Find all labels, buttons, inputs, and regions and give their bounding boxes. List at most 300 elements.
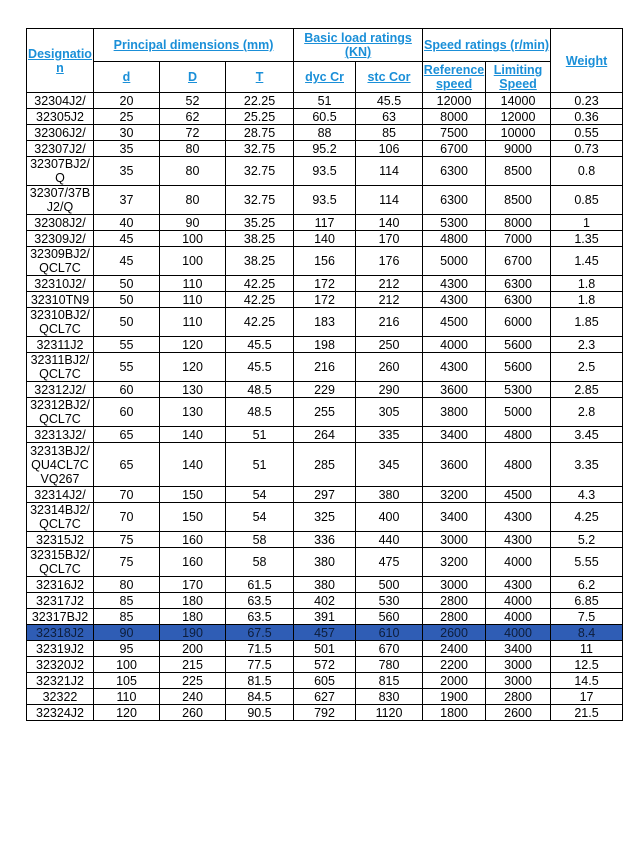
cell-dyc-cr: 457 (294, 625, 356, 641)
cell-T: 28.75 (226, 125, 294, 141)
cell-limiting-speed: 3400 (486, 641, 551, 657)
cell-T: 32.75 (226, 186, 294, 215)
cell-designation: 32320J2 (27, 657, 94, 673)
table-row (27, 503, 623, 532)
cell-weight: 2.5 (551, 353, 623, 382)
table-row (27, 443, 623, 487)
cell-stc-cor: 106 (356, 141, 423, 157)
table-row (27, 548, 623, 577)
header-T[interactable] (226, 62, 294, 93)
cell-d: 37 (94, 186, 160, 215)
cell-limiting-speed: 12000 (486, 109, 551, 125)
cell-weight: 0.73 (551, 141, 623, 157)
table-row (27, 657, 623, 673)
cell-designation: 32310J2/ (27, 276, 94, 292)
cell-D: 200 (160, 641, 226, 657)
table-row (27, 577, 623, 593)
cell-weight: 0.85 (551, 186, 623, 215)
cell-limiting-speed: 3000 (486, 657, 551, 673)
cell-limiting-speed: 5600 (486, 337, 551, 353)
table-row (27, 292, 623, 308)
table-row (27, 673, 623, 689)
cell-dyc-cr: 156 (294, 247, 356, 276)
cell-D: 90 (160, 215, 226, 231)
header-basic-load-ratings[interactable] (294, 29, 423, 62)
cell-D: 260 (160, 705, 226, 721)
cell-weight: 0.8 (551, 157, 623, 186)
cell-limiting-speed: 6300 (486, 292, 551, 308)
cell-weight: 12.5 (551, 657, 623, 673)
table-header (27, 29, 623, 93)
cell-d: 20 (94, 93, 160, 109)
cell-d: 90 (94, 625, 160, 641)
cell-reference-speed: 3400 (423, 503, 486, 532)
table-row (27, 398, 623, 427)
cell-T: 38.25 (226, 247, 294, 276)
cell-D: 180 (160, 609, 226, 625)
cell-stc-cor: 670 (356, 641, 423, 657)
cell-D: 100 (160, 231, 226, 247)
cell-dyc-cr: 792 (294, 705, 356, 721)
cell-D: 62 (160, 109, 226, 125)
cell-D: 120 (160, 337, 226, 353)
cell-d: 40 (94, 215, 160, 231)
cell-limiting-speed: 6300 (486, 276, 551, 292)
header-stc-cor[interactable] (356, 62, 423, 93)
header-limiting-speed[interactable] (486, 62, 551, 93)
table-row (27, 308, 623, 337)
cell-limiting-speed: 2600 (486, 705, 551, 721)
cell-stc-cor: 335 (356, 427, 423, 443)
table-row (27, 231, 623, 247)
header-speed-ratings-link[interactable]: Speed ratings (r/min) (424, 38, 550, 52)
cell-reference-speed: 3800 (423, 398, 486, 427)
cell-stc-cor: 63 (356, 109, 423, 125)
table-row (27, 705, 623, 721)
cell-D: 52 (160, 93, 226, 109)
cell-reference-speed: 1900 (423, 689, 486, 705)
bearing-spec-table (26, 28, 623, 721)
cell-D: 140 (160, 443, 226, 487)
cell-dyc-cr: 229 (294, 382, 356, 398)
cell-designation: 32312BJ2/QCL7C (27, 398, 94, 427)
table-row (27, 125, 623, 141)
cell-limiting-speed: 14000 (486, 93, 551, 109)
cell-stc-cor: 530 (356, 593, 423, 609)
cell-stc-cor: 440 (356, 532, 423, 548)
cell-stc-cor: 250 (356, 337, 423, 353)
cell-dyc-cr: 51 (294, 93, 356, 109)
cell-weight: 2.8 (551, 398, 623, 427)
cell-dyc-cr: 336 (294, 532, 356, 548)
cell-d: 100 (94, 657, 160, 673)
table-row (27, 593, 623, 609)
cell-designation: 32317J2 (27, 593, 94, 609)
cell-limiting-speed: 5000 (486, 398, 551, 427)
table-row (27, 427, 623, 443)
cell-reference-speed: 2800 (423, 609, 486, 625)
cell-designation: 32324J2 (27, 705, 94, 721)
cell-D: 225 (160, 673, 226, 689)
cell-dyc-cr: 93.5 (294, 157, 356, 186)
cell-dyc-cr: 93.5 (294, 186, 356, 215)
cell-D: 130 (160, 398, 226, 427)
cell-T: 54 (226, 487, 294, 503)
header-d[interactable] (94, 62, 160, 93)
cell-d: 60 (94, 382, 160, 398)
cell-d: 70 (94, 503, 160, 532)
cell-dyc-cr: 605 (294, 673, 356, 689)
cell-designation: 32319J2 (27, 641, 94, 657)
cell-designation: 32313J2/ (27, 427, 94, 443)
cell-reference-speed: 3000 (423, 532, 486, 548)
header-limiting-speed-link[interactable]: Limiting Speed (493, 63, 543, 91)
header-dyc-cr[interactable] (294, 62, 356, 93)
cell-D: 130 (160, 382, 226, 398)
header-designation[interactable] (27, 29, 94, 93)
cell-stc-cor: 140 (356, 215, 423, 231)
cell-designation: 32308J2/ (27, 215, 94, 231)
cell-T: 32.75 (226, 157, 294, 186)
bearing-spec-table-container (26, 28, 622, 721)
cell-designation: 32318J2 (27, 625, 94, 641)
cell-dyc-cr: 297 (294, 487, 356, 503)
header-basic-load-ratings-link[interactable]: Basic load ratings (KN) (304, 31, 412, 59)
cell-limiting-speed: 4800 (486, 427, 551, 443)
cell-stc-cor: 212 (356, 276, 423, 292)
cell-T: 63.5 (226, 609, 294, 625)
cell-reference-speed: 4800 (423, 231, 486, 247)
cell-weight: 4.3 (551, 487, 623, 503)
cell-dyc-cr: 117 (294, 215, 356, 231)
cell-T: 48.5 (226, 382, 294, 398)
cell-d: 85 (94, 593, 160, 609)
cell-designation: 32307BJ2/Q (27, 157, 94, 186)
cell-stc-cor: 500 (356, 577, 423, 593)
cell-T: 42.25 (226, 308, 294, 337)
cell-T: 42.25 (226, 276, 294, 292)
cell-reference-speed: 5000 (423, 247, 486, 276)
cell-T: 25.25 (226, 109, 294, 125)
cell-dyc-cr: 183 (294, 308, 356, 337)
cell-d: 30 (94, 125, 160, 141)
cell-D: 170 (160, 577, 226, 593)
cell-D: 240 (160, 689, 226, 705)
cell-T: 81.5 (226, 673, 294, 689)
table-row (27, 337, 623, 353)
cell-D: 120 (160, 353, 226, 382)
cell-d: 35 (94, 157, 160, 186)
cell-D: 80 (160, 186, 226, 215)
cell-designation: 32321J2 (27, 673, 94, 689)
header-T-link[interactable]: T (255, 70, 264, 84)
table-body (27, 93, 623, 721)
cell-limiting-speed: 4000 (486, 609, 551, 625)
cell-weight: 8.4 (551, 625, 623, 641)
cell-stc-cor: 345 (356, 443, 423, 487)
cell-D: 110 (160, 276, 226, 292)
cell-limiting-speed: 4500 (486, 487, 551, 503)
cell-limiting-speed: 3000 (486, 673, 551, 689)
cell-designation: 32311BJ2/QCL7C (27, 353, 94, 382)
cell-stc-cor: 780 (356, 657, 423, 673)
header-reference-speed[interactable] (423, 62, 486, 93)
cell-T: 63.5 (226, 593, 294, 609)
cell-D: 80 (160, 141, 226, 157)
cell-d: 110 (94, 689, 160, 705)
cell-dyc-cr: 264 (294, 427, 356, 443)
cell-stc-cor: 475 (356, 548, 423, 577)
cell-reference-speed: 12000 (423, 93, 486, 109)
cell-limiting-speed: 9000 (486, 141, 551, 157)
cell-reference-speed: 3200 (423, 548, 486, 577)
cell-stc-cor: 815 (356, 673, 423, 689)
cell-dyc-cr: 285 (294, 443, 356, 487)
cell-D: 190 (160, 625, 226, 641)
cell-d: 65 (94, 443, 160, 487)
cell-weight: 11 (551, 641, 623, 657)
cell-weight: 1.8 (551, 292, 623, 308)
cell-reference-speed: 2000 (423, 673, 486, 689)
cell-limiting-speed: 4000 (486, 625, 551, 641)
cell-stc-cor: 170 (356, 231, 423, 247)
cell-D: 180 (160, 593, 226, 609)
table-row (27, 487, 623, 503)
cell-reference-speed: 6700 (423, 141, 486, 157)
cell-reference-speed: 1800 (423, 705, 486, 721)
cell-dyc-cr: 391 (294, 609, 356, 625)
cell-weight: 1 (551, 215, 623, 231)
cell-reference-speed: 3600 (423, 443, 486, 487)
cell-reference-speed: 2400 (423, 641, 486, 657)
cell-T: 77.5 (226, 657, 294, 673)
cell-weight: 6.2 (551, 577, 623, 593)
cell-D: 110 (160, 292, 226, 308)
cell-stc-cor: 560 (356, 609, 423, 625)
cell-designation: 32317BJ2 (27, 609, 94, 625)
cell-designation: 32311J2 (27, 337, 94, 353)
cell-d: 45 (94, 231, 160, 247)
cell-T: 42.25 (226, 292, 294, 308)
cell-d: 45 (94, 247, 160, 276)
cell-dyc-cr: 572 (294, 657, 356, 673)
cell-weight: 6.85 (551, 593, 623, 609)
cell-reference-speed: 6300 (423, 186, 486, 215)
cell-limiting-speed: 4000 (486, 548, 551, 577)
table-row (27, 186, 623, 215)
cell-T: 35.25 (226, 215, 294, 231)
cell-reference-speed: 4500 (423, 308, 486, 337)
cell-designation: 32315J2 (27, 532, 94, 548)
cell-d: 25 (94, 109, 160, 125)
cell-d: 50 (94, 276, 160, 292)
cell-designation: 32314BJ2/QCL7C (27, 503, 94, 532)
cell-reference-speed: 3000 (423, 577, 486, 593)
cell-reference-speed: 3400 (423, 427, 486, 443)
cell-limiting-speed: 4300 (486, 577, 551, 593)
cell-limiting-speed: 4000 (486, 593, 551, 609)
cell-dyc-cr: 325 (294, 503, 356, 532)
cell-weight: 3.45 (551, 427, 623, 443)
cell-dyc-cr: 95.2 (294, 141, 356, 157)
cell-dyc-cr: 88 (294, 125, 356, 141)
table-row (27, 93, 623, 109)
cell-limiting-speed: 5600 (486, 353, 551, 382)
header-d-link[interactable]: d (122, 70, 131, 84)
cell-designation: 32307/37BJ2/Q (27, 186, 94, 215)
cell-T: 67.5 (226, 625, 294, 641)
table-row (27, 109, 623, 125)
cell-stc-cor: 1120 (356, 705, 423, 721)
cell-designation: 32314J2/ (27, 487, 94, 503)
cell-designation: 32322 (27, 689, 94, 705)
cell-T: 32.75 (226, 141, 294, 157)
table-row (27, 382, 623, 398)
cell-D: 80 (160, 157, 226, 186)
cell-reference-speed: 2200 (423, 657, 486, 673)
cell-limiting-speed: 4800 (486, 443, 551, 487)
cell-weight: 17 (551, 689, 623, 705)
cell-d: 80 (94, 577, 160, 593)
table-row (27, 276, 623, 292)
table-row (27, 532, 623, 548)
cell-reference-speed: 4300 (423, 292, 486, 308)
cell-d: 85 (94, 609, 160, 625)
cell-stc-cor: 85 (356, 125, 423, 141)
cell-reference-speed: 3600 (423, 382, 486, 398)
cell-d: 105 (94, 673, 160, 689)
cell-T: 58 (226, 532, 294, 548)
cell-designation: 32316J2 (27, 577, 94, 593)
header-designation-link[interactable]: Designation (28, 46, 92, 75)
cell-dyc-cr: 402 (294, 593, 356, 609)
table-row (27, 641, 623, 657)
cell-weight: 1.85 (551, 308, 623, 337)
cell-stc-cor: 45.5 (356, 93, 423, 109)
header-principal-dimensions-link[interactable]: Principal dimensions (mm) (113, 38, 274, 52)
cell-D: 140 (160, 427, 226, 443)
cell-weight: 0.55 (551, 125, 623, 141)
header-reference-speed-link[interactable]: Reference speed (423, 63, 485, 91)
cell-stc-cor: 305 (356, 398, 423, 427)
cell-reference-speed: 2600 (423, 625, 486, 641)
cell-reference-speed: 2800 (423, 593, 486, 609)
table-row (27, 609, 623, 625)
cell-T: 54 (226, 503, 294, 532)
cell-T: 58 (226, 548, 294, 577)
cell-dyc-cr: 172 (294, 292, 356, 308)
cell-stc-cor: 260 (356, 353, 423, 382)
cell-weight: 7.5 (551, 609, 623, 625)
cell-limiting-speed: 4300 (486, 532, 551, 548)
cell-dyc-cr: 255 (294, 398, 356, 427)
cell-d: 75 (94, 532, 160, 548)
cell-T: 71.5 (226, 641, 294, 657)
cell-d: 35 (94, 141, 160, 157)
cell-d: 60 (94, 398, 160, 427)
cell-reference-speed: 4000 (423, 337, 486, 353)
cell-limiting-speed: 10000 (486, 125, 551, 141)
cell-D: 160 (160, 532, 226, 548)
cell-dyc-cr: 627 (294, 689, 356, 705)
cell-reference-speed: 7500 (423, 125, 486, 141)
cell-T: 84.5 (226, 689, 294, 705)
header-principal-dimensions[interactable] (94, 29, 294, 62)
cell-weight: 2.85 (551, 382, 623, 398)
cell-stc-cor: 212 (356, 292, 423, 308)
cell-dyc-cr: 140 (294, 231, 356, 247)
cell-limiting-speed: 6700 (486, 247, 551, 276)
cell-d: 50 (94, 292, 160, 308)
header-D[interactable] (160, 62, 226, 93)
cell-stc-cor: 216 (356, 308, 423, 337)
cell-dyc-cr: 216 (294, 353, 356, 382)
cell-reference-speed: 4300 (423, 353, 486, 382)
cell-designation: 32310BJ2/QCL7C (27, 308, 94, 337)
cell-D: 150 (160, 503, 226, 532)
cell-d: 55 (94, 353, 160, 382)
table-row (27, 689, 623, 705)
cell-stc-cor: 400 (356, 503, 423, 532)
cell-dyc-cr: 380 (294, 577, 356, 593)
cell-stc-cor: 114 (356, 157, 423, 186)
cell-reference-speed: 3200 (423, 487, 486, 503)
cell-T: 51 (226, 427, 294, 443)
cell-weight: 4.25 (551, 503, 623, 532)
cell-limiting-speed: 6000 (486, 308, 551, 337)
cell-designation: 32309J2/ (27, 231, 94, 247)
cell-D: 160 (160, 548, 226, 577)
cell-d: 65 (94, 427, 160, 443)
cell-weight: 0.23 (551, 93, 623, 109)
table-row (27, 157, 623, 186)
cell-d: 50 (94, 308, 160, 337)
header-speed-ratings[interactable] (423, 29, 551, 62)
header-weight[interactable] (551, 29, 623, 93)
cell-weight: 1.45 (551, 247, 623, 276)
header-stc-cor-link[interactable]: stc Cor (367, 70, 411, 84)
cell-designation: 32306J2/ (27, 125, 94, 141)
table-row (27, 215, 623, 231)
cell-T: 48.5 (226, 398, 294, 427)
header-dyc-cr-link[interactable]: dyc Cr (305, 70, 344, 84)
cell-dyc-cr: 380 (294, 548, 356, 577)
cell-T: 22.25 (226, 93, 294, 109)
cell-dyc-cr: 172 (294, 276, 356, 292)
cell-limiting-speed: 5300 (486, 382, 551, 398)
header-weight-link[interactable]: Weight (565, 53, 608, 68)
cell-limiting-speed: 8500 (486, 186, 551, 215)
cell-dyc-cr: 60.5 (294, 109, 356, 125)
cell-stc-cor: 830 (356, 689, 423, 705)
cell-T: 51 (226, 443, 294, 487)
table-row-selected (27, 625, 623, 641)
cell-weight: 3.35 (551, 443, 623, 487)
cell-stc-cor: 176 (356, 247, 423, 276)
cell-designation: 32307J2/ (27, 141, 94, 157)
cell-d: 120 (94, 705, 160, 721)
cell-D: 100 (160, 247, 226, 276)
cell-limiting-speed: 4300 (486, 503, 551, 532)
cell-stc-cor: 610 (356, 625, 423, 641)
cell-designation: 32312J2/ (27, 382, 94, 398)
cell-T: 61.5 (226, 577, 294, 593)
cell-designation: 32315BJ2/QCL7C (27, 548, 94, 577)
header-D-link[interactable]: D (187, 70, 198, 84)
cell-D: 150 (160, 487, 226, 503)
cell-designation: 32309BJ2/QCL7C (27, 247, 94, 276)
cell-limiting-speed: 8000 (486, 215, 551, 231)
